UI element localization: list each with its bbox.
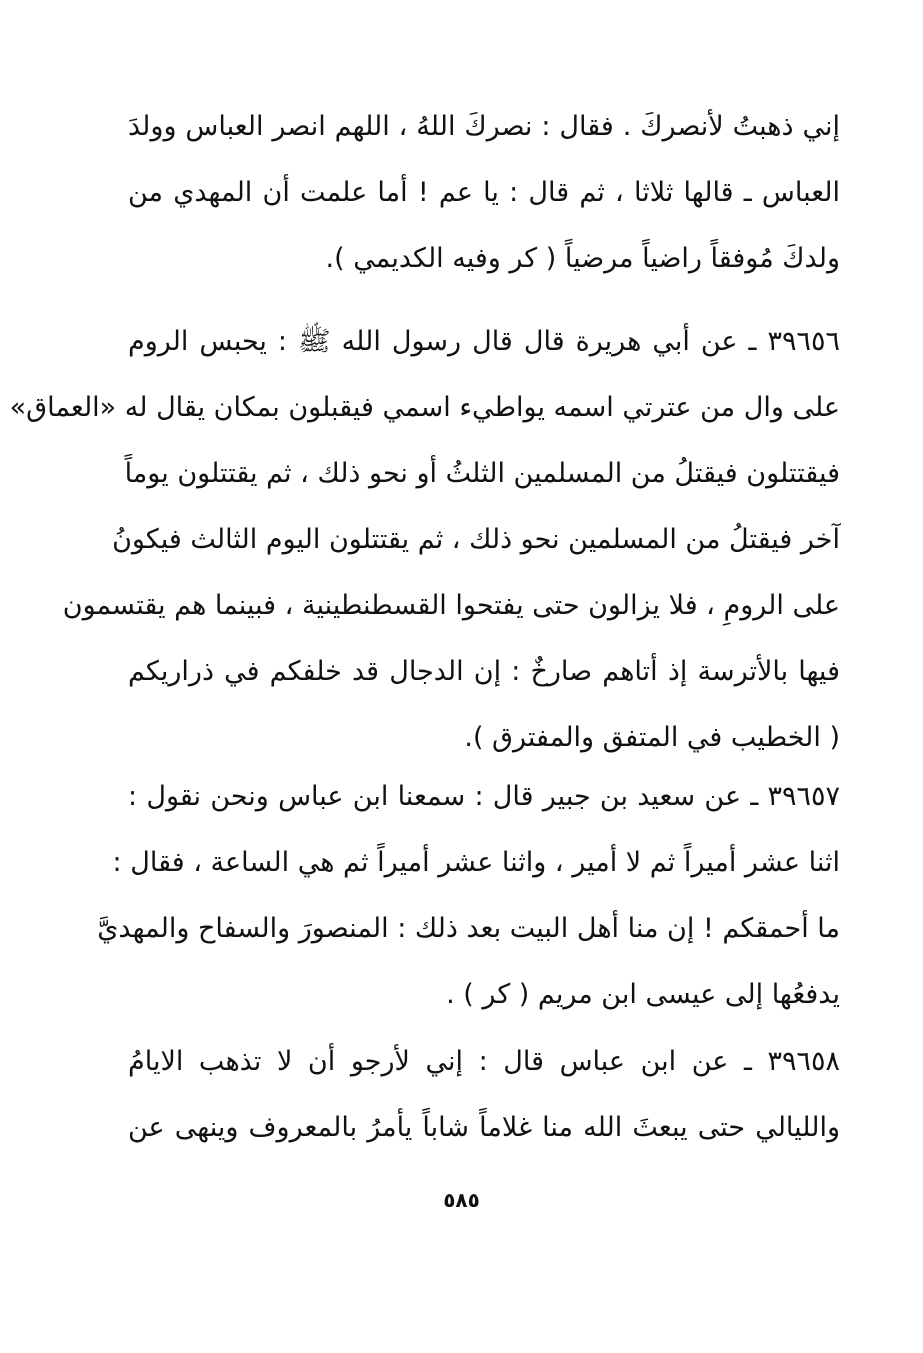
hadith-39658 [128,1029,840,1161]
text-line: فيها بالأترسة إذ أتاهم صارخٌ : إن الدجال قد خلفكم في ذراريكم [128,656,840,687]
text-line: يدفعُها إلى عيسى ابن مريم ( كر ) . [446,979,840,1010]
text-line: والليالي حتى يبعثَ الله منا غلاماً شاباً يأمرُ بالمعروف وينهى عن [128,1112,840,1143]
text-line: ٣٩٦٥٦ ـ عن أبي هريرة قال قال رسول الله ﷺ : يحبس الروم [128,326,840,357]
text-line: اثنا عشر أميراً ثم لا أمير ، واثنا عشر أميراً ثم هي الساعة ، فقال : [112,847,840,878]
hadith-39656 [9,309,840,771]
paragraph-1 [128,94,840,292]
text-line: ما أحمقكم ! إن منا أهل البيت بعد ذلك : المنصورَ والسفاح والمهديَّ [97,913,840,944]
text-line: ( الخطيب في المتفق والمفترق ). [464,722,840,753]
text-line: ٣٩٦٥٧ ـ عن سعيد بن جبير قال : سمعنا ابن عباس ونحن نقول : [128,781,840,812]
text-line: على الرومِ ، فلا يزالون حتى يفتحوا القسطنطينية ، فبينما هم يقتسمون [62,590,840,621]
text-line: ولدكَ مُوفقاً راضياً مرضياً ( كر وفيه الكديمي ). [325,243,840,274]
text-line: على وال من عترتي اسمه يواطيء اسمي فيقبلون بمكان يقال له «العماق» [9,392,840,423]
text-line: العباس ـ قالها ثلاثا ، ثم قال : يا عم ! أما علمت أن المهدي من [128,177,840,208]
text-line: إني ذهبتُ لأنصركَ . فقال : نصركَ اللهُ ، اللهم انصر العباس وولدَ [128,111,840,142]
hadith-39657 [97,764,840,1028]
text-line: ٣٩٦٥٨ ـ عن ابن عباس قال : إني لأرجو أن لا تذهب الايامُ [128,1046,840,1077]
page-number: ٥٨٥ [443,1188,480,1212]
text-line: آخر فيقتلُ من المسلمين نحو ذلك ، ثم يقتتلون اليوم الثالث فيكونُ [112,524,840,555]
text-line: فيقتتلون فيقتلُ من المسلمين الثلثُ أو نحو ذلك ، ثم يقتتلون يوماً [124,458,840,489]
